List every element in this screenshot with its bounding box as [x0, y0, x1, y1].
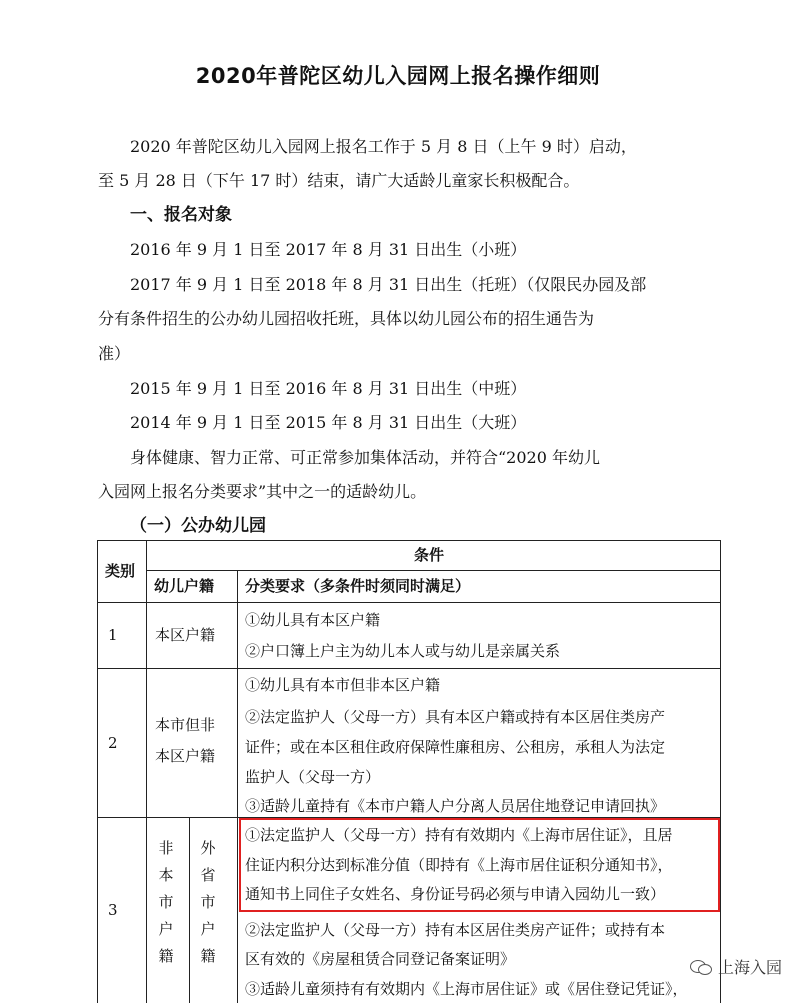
row-2-req-2-line-1: ②法定监护人（父母一方）具有本区户籍或持有本区居住类房产: [245, 708, 666, 726]
row-1-req-1: ①幼儿具有本区户籍: [245, 611, 381, 629]
page-title: 2020年普陀区幼儿入园网上报名操作细则: [195, 64, 601, 88]
row-3-req-3: ③适龄儿童须持有有效期内《上海市居住证》或《居住登记凭证》，: [245, 980, 688, 998]
health-line-2: 入园网上报名分类要求”其中之一的适龄幼儿。: [98, 482, 427, 501]
row-2-number: 2: [108, 734, 118, 752]
age-item-2-line-1: 2017 年 9 月 1 日至 2018 年 8 月 31 日出生（托班）（仅限民办园及部: [130, 275, 647, 294]
row-2-req-2-line-3: 监护人（父母一方）: [245, 768, 381, 786]
row-1-req-2: ②户口簿上户主为幼儿本人或与幼儿是亲属关系: [245, 642, 561, 660]
row-2-hukou-line-1: 本市但非: [155, 716, 216, 734]
age-item-4: 2014 年 9 月 1 日至 2015 年 8 月 31 日出生（大班）: [130, 413, 527, 432]
row-3-req-1-line-3: 通知书上同住子女姓名、身份证号码必须与申请入园幼儿一致）: [245, 885, 666, 903]
highlight-box: [239, 818, 720, 912]
row-2-req-1: ①幼儿具有本市但非本区户籍: [245, 676, 441, 694]
row-3-req-1-line-1: ①法定监护人（父母一方）持有有效期内《上海市居住证》，且居: [245, 826, 673, 844]
header-hukou: 幼儿户籍: [154, 577, 215, 595]
subsection-heading: （一）公办幼儿园: [130, 516, 266, 536]
intro-line-1: 2020 年普陀区幼儿入园网上报名工作于 5 月 8 日（上午 9 时）启动，: [130, 137, 637, 156]
header-conditions: 条件: [414, 546, 445, 564]
row-1-hukou: 本区户籍: [155, 626, 216, 644]
watermark-label: 上海入园: [717, 958, 782, 977]
row-3-req-2-line-1: ②法定监护人（父母一方）持有本区居住类房产证件；或持有本: [245, 921, 666, 939]
row-1-number: 1: [108, 626, 118, 644]
row-2-req-3: ③适龄儿童持有《本市户籍人户分离人员居住地登记申请回执》: [245, 797, 666, 815]
section-heading: 一、报名对象: [130, 205, 232, 225]
header-requirements: 分类要求（多条件时须同时满足）: [245, 577, 471, 595]
intro-line-2: 至 5 月 28 日（下午 17 时）结束，请广大适龄儿童家长积极配合。: [98, 171, 580, 190]
row-3-req-1-line-2: 住证内积分达到标准分值（即持有《上海市居住证积分通知书》，: [245, 856, 673, 874]
row-3-req-2-line-2: 区有效的《房屋租赁合同登记备案证明》: [245, 950, 516, 968]
row-2-req-2-line-2: 证件；或在本区租住政府保障性廉租房、公租房，承租人为法定: [245, 738, 666, 756]
wechat-icon: [690, 958, 712, 976]
health-line-1: 身体健康、智力正常、可正常参加集体活动，并符合“2020 年幼儿: [130, 448, 600, 467]
row-3-hukou-a: 非本市户籍: [158, 839, 174, 965]
row-3-number: 3: [108, 901, 118, 919]
header-category: 类别: [105, 562, 136, 580]
age-item-3: 2015 年 9 月 1 日至 2016 年 8 月 31 日出生（中班）: [130, 379, 527, 398]
row-2-hukou-line-2: 本区户籍: [155, 747, 216, 765]
age-item-2-line-3: 准）: [98, 344, 131, 363]
row-3-hukou-b: 外省市户籍: [200, 839, 216, 965]
watermark: [690, 955, 782, 978]
age-item-2-line-2: 分有条件招生的公办幼儿园招收托班，具体以幼儿园公布的招生通告为: [98, 309, 595, 328]
age-item-1: 2016 年 9 月 1 日至 2017 年 8 月 31 日出生（小班）: [130, 240, 527, 259]
